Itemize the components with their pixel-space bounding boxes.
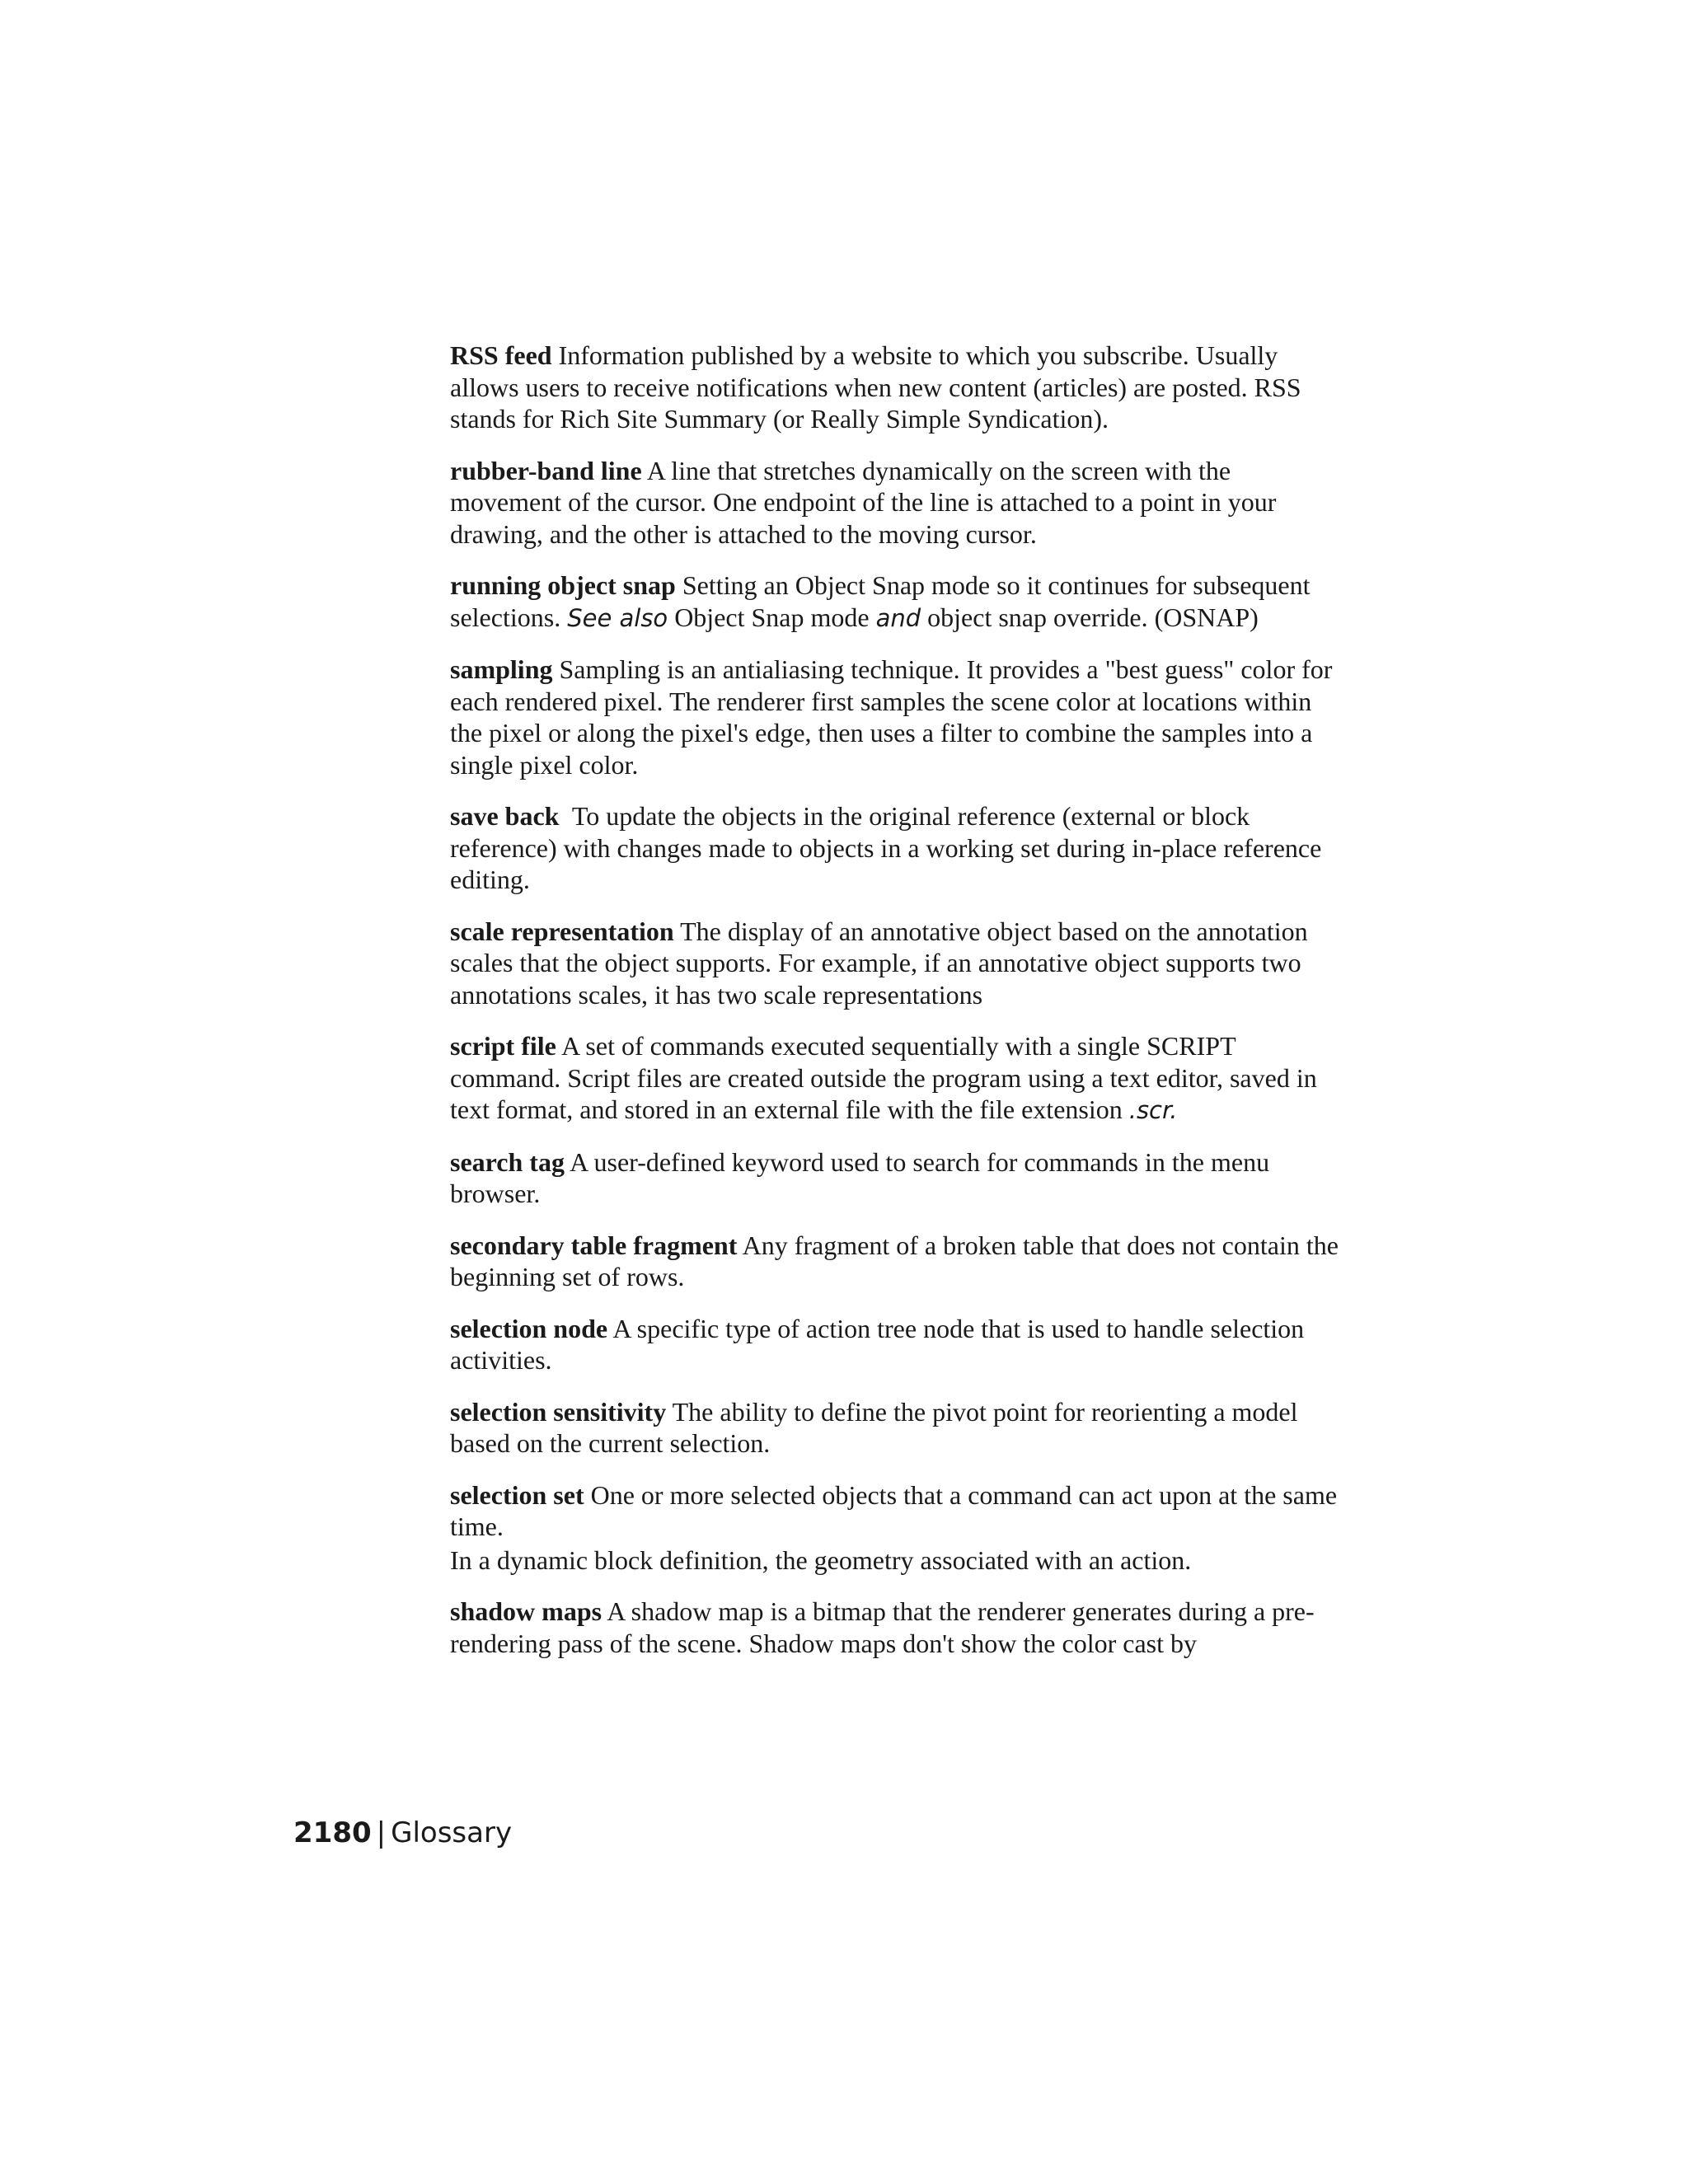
entry-term: scale representation — [450, 916, 674, 946]
entry-term: selection node — [450, 1313, 608, 1343]
entry-term: RSS feed — [450, 340, 552, 370]
file-extension: .scr. — [1128, 1096, 1178, 1124]
footer-separator: | — [376, 1816, 387, 1849]
entry-term: shadow maps — [450, 1596, 603, 1626]
entry-continuation: In a dynamic block definition, the geometry associated with an action. — [450, 1544, 1192, 1575]
entry-definition: A set of commands executed sequentially with a single SCRIPT command. Script files are created outside the program using a text editor, saved in text format, and stored in an external file with the file extension — [450, 1031, 1317, 1124]
entry-definition: One or more selected objects that a command can act upon at the same time. — [450, 1479, 1338, 1541]
entry-definition: To update the objects in the original reference (external or block reference) with changes made to objects in a working set during in-place reference editing. — [450, 801, 1322, 894]
entry-definition: Any fragment of a broken table that does not contain the beginning set of rows. — [450, 1230, 1339, 1291]
glossary-entry-selection-set — [450, 1479, 1340, 1577]
and-label: and — [875, 603, 921, 632]
entry-definition: Information published by a website to which you subscribe. Usually allows users to receive notifications when new content (articles) are posted. RSS stands for Rich Site Summary (or Really Simple Syndication). — [450, 340, 1301, 434]
glossary-entry-running-object-snap — [450, 569, 1340, 634]
glossary-entry-selection-node — [450, 1313, 1340, 1376]
glossary-entry-search-tag — [450, 1146, 1340, 1210]
section-name: Glossary — [391, 1816, 513, 1849]
glossary-entry-selection-sensitivity — [450, 1396, 1340, 1460]
page-footer — [293, 1816, 512, 1849]
cross-reference-link: Object Snap mode — [674, 602, 870, 632]
glossary-entry-rss-feed — [450, 340, 1340, 435]
entry-term: rubber-band line — [450, 455, 642, 485]
entry-definition: Setting an Object Snap mode so it continues for subsequent selections. — [450, 570, 1311, 632]
cross-reference-link: object snap override. (OSNAP) — [927, 602, 1259, 632]
entry-term: search tag — [450, 1146, 565, 1177]
entry-definition: A user-defined keyword used to search for commands in the menu browser. — [450, 1146, 1270, 1208]
glossary-entry-shadow-maps — [450, 1596, 1340, 1659]
glossary-entry-secondary-table-fragment — [450, 1230, 1340, 1293]
entry-term: selection sensitivity — [450, 1396, 667, 1427]
entry-term: running object snap — [450, 570, 676, 600]
entry-definition: A specific type of action tree node that is used to handle selection activities. — [450, 1313, 1305, 1375]
see-also-label: See also — [567, 603, 668, 632]
entry-definition: A shadow map is a bitmap that the renderer generates during a pre-rendering pass of the scene. Shadow maps don't show the color cast by — [450, 1596, 1315, 1658]
entry-term: save back — [450, 801, 560, 831]
entry-definition: Sampling is an antialiasing technique. It provides a "best guess" color for each rendered pixel. The renderer first samples the scene color at locations within the pixel or along the pixel's edge, then uses a filter to combine the samples into a single pixel color. — [450, 654, 1333, 780]
glossary-content — [450, 340, 1340, 1679]
entry-term: sampling — [450, 654, 553, 684]
entry-definition: The display of an annotative object based on the annotation scales that the object supports. For example, if an annotative object supports two annotations scales, it has two scale representations — [450, 916, 1308, 1010]
glossary-entry-scale-representation — [450, 916, 1340, 1011]
entry-term: secondary table fragment — [450, 1230, 738, 1260]
glossary-entry-save-back — [450, 800, 1340, 896]
glossary-entry-script-file — [450, 1030, 1340, 1127]
entry-definition: The ability to define the pivot point for reorienting a model based on the current selection. — [450, 1396, 1298, 1458]
entry-term: selection set — [450, 1479, 584, 1510]
glossary-entry-rubber-band-line — [450, 455, 1340, 551]
entry-term: script file — [450, 1031, 556, 1061]
entry-definition: A line that stretches dynamically on the screen with the movement of the cursor. One endpoint of the line is attached to a point in your drawing, and the other is attached to the moving cursor. — [450, 455, 1277, 549]
page-number: 2180 — [293, 1816, 372, 1849]
glossary-entry-sampling — [450, 654, 1340, 780]
